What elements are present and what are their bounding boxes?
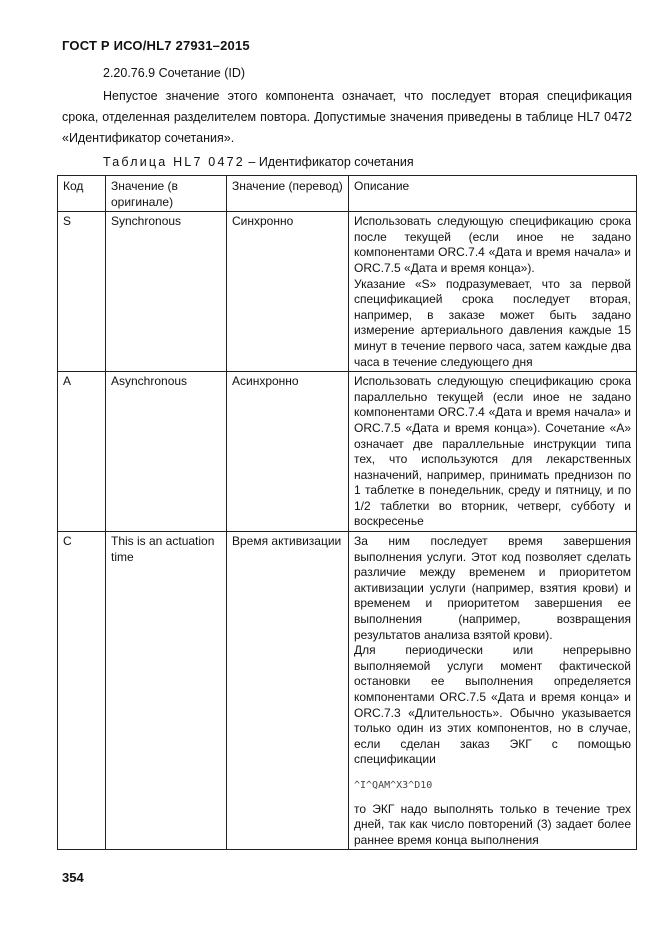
description-text: Для периодически или непрерывно выполняемой услуги момент фактической остановки ее выполнения определяется компонентами ORC.7.5 «Дата и время конца» и ORC.7.3 «Длительность». Обычно указывается только один из этих компонентов, но в случае, если сделан заказ ЭКГ с помощью спецификации	[354, 643, 631, 767]
cell-original: Asynchronous	[106, 372, 227, 532]
table-caption-prefix: Таблица HL7 0472	[103, 155, 245, 169]
cell-translation: Асинхронно	[227, 372, 349, 532]
cell-code: C	[58, 532, 106, 850]
table-row	[58, 212, 637, 372]
body-paragraph: Непустое значение этого компонента означает, что последует вторая спецификация срока, отделенная разделителем повтора. Допустимые значения приведены в таблице HL7 0472 «Идентификатор сочетания».	[62, 89, 632, 145]
cell-translation: Синхронно	[227, 212, 349, 372]
table-caption	[103, 155, 414, 169]
header-code: Код	[58, 176, 106, 212]
description-text: Использовать следующую спецификацию срока после текущей (если иное не задано компонентами ORC.7.4 «Дата и время начала» и ORC.7.5 «Дата и время конца»).	[354, 214, 631, 275]
identifier-table	[57, 175, 637, 850]
cell-description	[349, 532, 637, 850]
table-row	[58, 532, 637, 850]
page-number: 354	[62, 870, 84, 885]
cell-translation: Время активизации	[227, 532, 349, 850]
table-row	[58, 372, 637, 532]
header-translation: Значение (перевод)	[227, 176, 349, 212]
description-text: Указание «S» подразумевает, что за первой спецификацией срока последует вторая, например, в заказе может быть задано измерение артериального давления каждые 15 минут в течение первого часа, затем каждые два часа в течение следующего дня	[354, 276, 631, 369]
cell-original: Synchronous	[106, 212, 227, 372]
header-description: Описание	[349, 176, 637, 212]
cell-description	[349, 212, 637, 372]
code-example: ^I^QAM^X3^D10	[354, 779, 433, 791]
table-caption-suffix: – Идентификатор сочетания	[248, 155, 414, 169]
table-header-row	[58, 176, 637, 212]
cell-original: This is an actuation time	[106, 532, 227, 850]
page-bottom-margin	[57, 858, 637, 935]
document-header: ГОСТ Р ИСО/HL7 27931–2015	[62, 38, 250, 53]
description-text: За ним последует время завершения выполнения услуги. Этот код позволяет сделать различие между временем и приоритетом активизации услуги (например, взятия крови) и временем и приоритетом завершения ее выполнения (например, возвращения результатов анализа взятой крови).	[354, 534, 631, 642]
header-original: Значение (в оригинале)	[106, 176, 227, 212]
description-text: Использовать следующую спецификацию срока параллельно текущей (если иное не задано компонентами ORC.7.4 «Дата и время начала» и ORC.7.5 «Дата и время конца»). Сочетание «А» означает две параллельные инструкции типа тех, что используются для лекарственных назначений, например, принимать преднизон по 1 таблетке в понедельник, среду и пятницу, и по 1/2 таблетки во вторник, четверг, субботу и воскресенье	[354, 374, 631, 529]
cell-code: A	[58, 372, 106, 532]
cell-code: S	[58, 212, 106, 372]
cell-description	[349, 372, 637, 532]
section-heading: 2.20.76.9 Сочетание (ID)	[103, 66, 246, 80]
description-text: то ЭКГ надо выполнять только в течение трех дней, так как число повторений (3) задает более раннее время конца выполнения	[354, 801, 631, 847]
